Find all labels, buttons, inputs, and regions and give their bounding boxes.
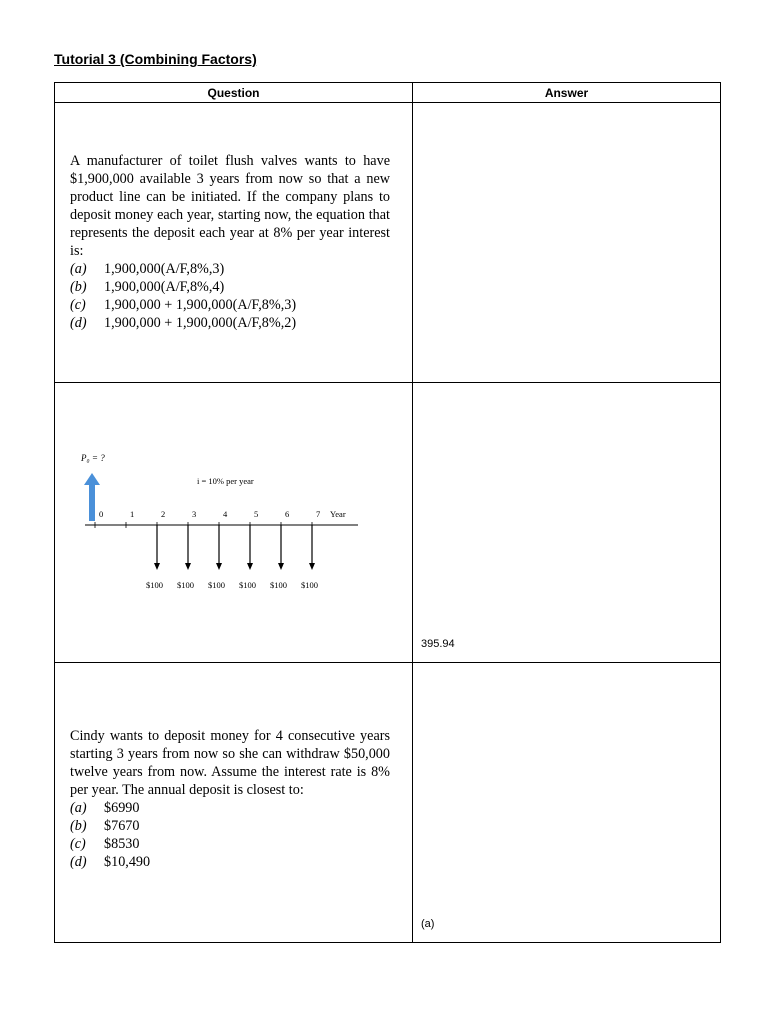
header-row — [55, 83, 721, 103]
question-block — [70, 152, 390, 332]
table-row — [55, 103, 721, 383]
payment-arrow — [309, 525, 315, 570]
option-item: (c) 1,900,000 + 1,900,000(A/F,8%,3) — [70, 297, 297, 313]
payment-label: $100 — [239, 580, 256, 590]
question-cell — [55, 663, 413, 943]
question-text: A manufacturer of toilet flush valves wants to have $1,900,000 available 3 years from now so that a new product line can be initiated. If the company plans to deposit money each year, starting now, the equation that represents the deposit each year at 8% per year interest is: — [70, 153, 390, 259]
table-row — [55, 383, 721, 663]
p0-label: P₀ = ? — [81, 453, 105, 463]
cash-flow-diagram — [75, 451, 375, 591]
year-tick-label: 7 — [316, 509, 321, 519]
answer-text: 395.94 — [421, 638, 455, 650]
interest-rate-label: i = 10% per year — [197, 476, 254, 486]
question-text: Cindy wants to deposit money for 4 consecutive years starting 3 years from now so she can withdraw $50,000 twelve years from now. Assume the interest rate is 8% per year. The annual deposit is closest to: — [70, 728, 390, 798]
options-list — [70, 799, 390, 871]
payment-arrow — [185, 525, 191, 570]
options-list — [70, 260, 390, 332]
option-item: (a) $6990 — [70, 800, 140, 816]
year-tick-label: 5 — [254, 509, 259, 519]
payment-label: $100 — [270, 580, 287, 590]
tutorial-table — [54, 82, 721, 943]
payment-label: $100 — [301, 580, 318, 590]
option-item: (b) $7670 — [70, 818, 140, 834]
year-tick-label: 2 — [161, 509, 166, 519]
year-tick-label: 3 — [192, 509, 197, 519]
question-header: Question — [55, 83, 413, 103]
year-tick-label: 1 — [130, 509, 135, 519]
year-tick-label: 0 — [99, 509, 104, 519]
answer-cell — [413, 663, 721, 943]
question-cell — [55, 103, 413, 383]
year-tick-label: 6 — [285, 509, 290, 519]
payment-label: $100 — [177, 580, 194, 590]
table-row — [55, 663, 721, 943]
option-item: (d) $10,490 — [70, 854, 151, 870]
answer-cell — [413, 383, 721, 663]
payment-arrow — [216, 525, 222, 570]
answer-cell — [413, 103, 721, 383]
payment-arrow — [154, 525, 160, 570]
option-item: (c) $8530 — [70, 836, 140, 852]
option-item: (a) 1,900,000(A/F,8%,3) — [70, 261, 225, 277]
payment-arrow — [247, 525, 253, 570]
option-item: (b) 1,900,000(A/F,8%,4) — [70, 279, 225, 295]
question-block — [70, 727, 390, 871]
question-cell — [55, 383, 413, 663]
answer-text: (a) — [421, 918, 435, 930]
present-worth-arrow — [84, 473, 100, 521]
option-item: (d) 1,900,000 + 1,900,000(A/F,8%,2) — [70, 315, 297, 331]
year-tick-label: 4 — [223, 509, 228, 519]
payment-label: $100 — [146, 580, 163, 590]
payment-label: $100 — [208, 580, 225, 590]
page-title: Tutorial 3 (Combining Factors) — [54, 51, 257, 67]
answer-header: Answer — [413, 83, 721, 103]
year-axis-label: Year — [330, 509, 346, 519]
payment-arrow — [278, 525, 284, 570]
